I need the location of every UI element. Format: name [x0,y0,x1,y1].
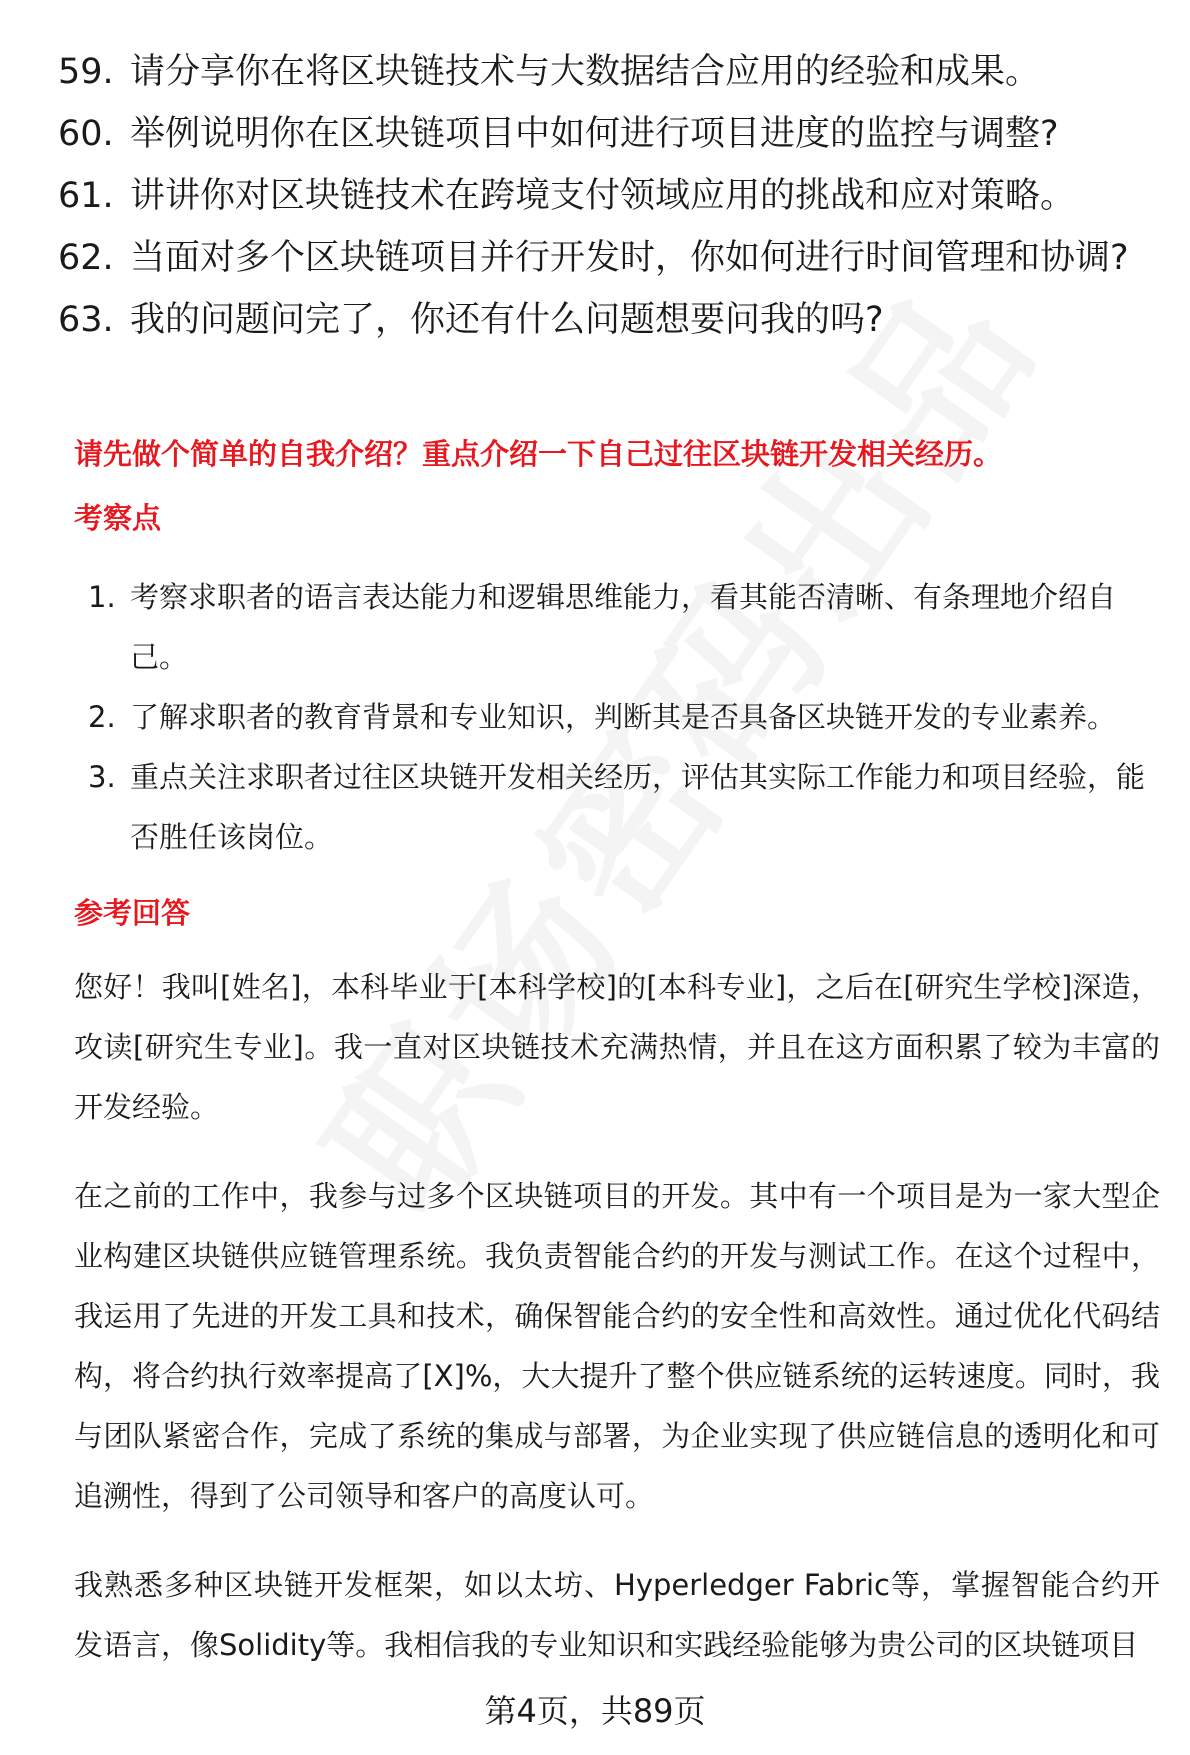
answer-paragraph: 我熟悉多种区块链开发框架，如以太坊、Hyperledger Fabric等，掌握智能合约开发语言，像Solidity等。我相信我的专业知识和实践经验能够为贵公司的区块链项目 [74,1568,1160,1662]
focus-point-number: 1. [88,580,116,614]
focus-heading: 考察点 [74,501,162,535]
answer-heading: 参考回答 [74,896,191,930]
focus-point-text: 考察求职者的语言表达能力和逻辑思维能力，看其能否清晰、有条理地介绍自己。 [130,580,1117,674]
focus-point [88,747,1158,867]
question-item [58,50,1138,94]
question-text: 我的问题问完了，你还有什么问题想要问我的吗? [130,300,884,340]
question-number: 63. [58,300,114,340]
focus-point-number: 2. [88,700,116,734]
focus-point [88,687,1158,747]
question-number: 59. [58,52,114,92]
focus-point-text: 了解求职者的教育背景和专业知识，判断其是否具备区块链开发的专业素养。 [130,700,1117,734]
question-item [58,236,1138,280]
answer-paragraph: 您好！我叫[姓名]，本科毕业于[本科学校]的[本科专业]，之后在[研究生学校]深造，攻读[研究生专业]。我一直对区块链技术充满热情，并且在这方面积累了较为丰富的开发经验。 [74,970,1160,1124]
focus-point-number: 3. [88,760,116,794]
page-footer: 第4页，共89页 [484,1692,706,1730]
question-text: 请分享你在将区块链技术与大数据结合应用的经验和成果。 [130,52,1041,92]
focus-point [88,567,1158,687]
question-item [58,298,1138,342]
focus-point-text: 重点关注求职者过往区块链开发相关经历，评估其实际工作能力和项目经验，能否胜任该岗位。 [130,760,1146,854]
question-text: 讲讲你对区块链技术在跨境支付领域应用的挑战和应对策略。 [130,176,1076,216]
answer-paragraph: 在之前的工作中，我参与过多个区块链项目的开发。其中有一个项目是为一家大型企业构建区块链供应链管理系统。我负责智能合约的开发与测试工作。在这个过程中，我运用了先进的开发工具和技术，确保智能合约的安全性和高效性。通过优化代码结构，将合约执行效率提高了[X]%，大大提升了整个供应链系统的运转速度。同时，我与团队紧密合作，完成了系统的集成与部署，为企业实现了供应链信息的透明化和可追溯性，得到了公司领导和客户的高度认可。 [74,1179,1160,1513]
question-text: 举例说明你在区块链项目中如何进行项目进度的监控与调整? [130,114,1059,154]
question-text: 当面对多个区块链项目并行开发时，你如何进行时间管理和协调? [130,238,1129,278]
question-item [58,174,1138,218]
question-number: 61. [58,176,114,216]
question-number: 60. [58,114,114,154]
question-item [58,112,1138,156]
question-number: 62. [58,238,114,278]
question-list [58,50,1138,360]
question-title: 请先做个简单的自我介绍？重点介绍一下自己过往区块链开发相关经历。 [74,437,1003,471]
focus-point-list [88,567,1158,867]
